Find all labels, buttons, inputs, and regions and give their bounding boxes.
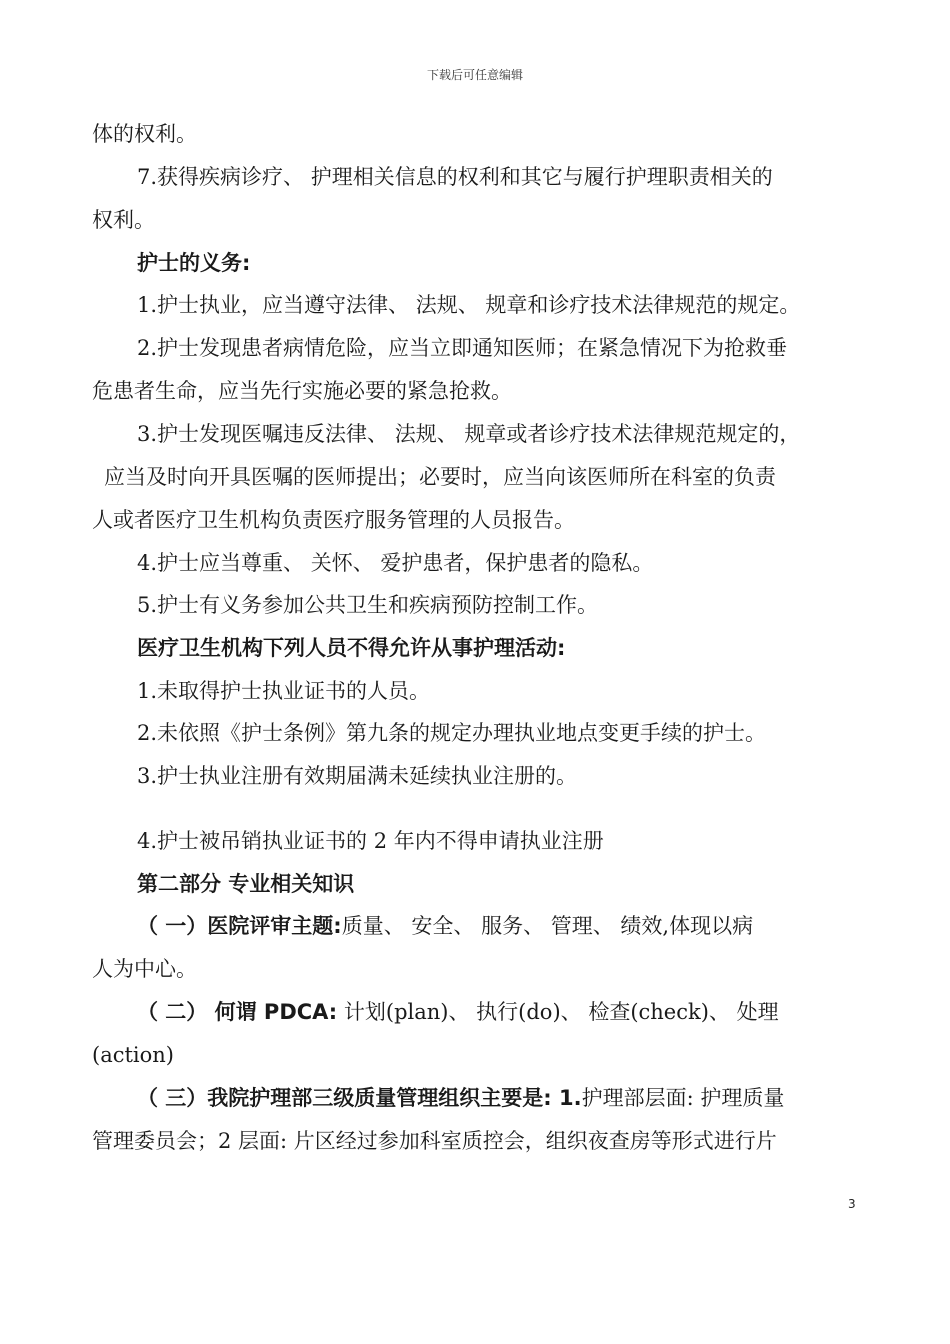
body-text-line: 1.护士执业，应当遵守法律、 法规、 规章和诊疗技术法律规范的规定。 <box>137 293 801 317</box>
body-text-line: 4.护士应当尊重、 关怀、 爱护患者，保护患者的隐私。 <box>137 551 654 575</box>
body-text-line: 3.护士执业注册有效期届满未延续执业注册的。 <box>137 764 578 788</box>
body-text-line <box>137 1084 917 1112</box>
body-text-line: 3.护士发现医嘱违反法律、 法规、 规章或者诊疗技术法律规范规定的， <box>137 422 801 446</box>
body-text-line: (action) <box>92 1043 174 1067</box>
body-text-line: 人为中心。 <box>92 957 197 981</box>
inline-heading: （ 三）我院护理部三级质量管理组织主要是: 1. <box>137 1086 582 1110</box>
body-text-line: 管理委员会；2 层面: 片区经过参加科室质控会，组织夜查房等形式进行片 <box>92 1129 777 1153</box>
section-heading: 医疗卫生机构下列人员不得允许从事护理活动: <box>137 636 566 660</box>
body-text-line: 4.护士被吊销执业证书的 2 年内不得申请执业注册 <box>137 829 604 853</box>
page-number: 3 <box>848 1197 856 1211</box>
body-text-line: 2.护士发现患者病情危险，应当立即通知医师；在紧急情况下为抢救垂 <box>137 336 788 360</box>
inline-text: 护理部层面: 护理质量 <box>581 1086 785 1110</box>
body-text-line: 7.获得疾病诊疗、 护理相关信息的权利和其它与履行护理职责相关的 <box>137 165 773 189</box>
body-text-line: 5.护士有义务参加公共卫生和疾病预防控制工作。 <box>137 593 599 617</box>
inline-text: 计划(plan)、 执行(do)、 检查(check)、 处理 <box>343 1000 779 1024</box>
section-heading: 护士的义务: <box>137 251 251 275</box>
page-header: 下载后可任意编辑 <box>426 68 523 82</box>
body-text-line <box>137 912 917 940</box>
body-text-line: 权利。 <box>92 208 155 232</box>
part-heading: 第二部分 专业相关知识 <box>137 872 355 896</box>
inline-heading: （ 二） 何谓 PDCA: <box>137 1000 338 1024</box>
body-text-line <box>137 998 917 1026</box>
body-text-line: 1.未取得护士执业证书的人员。 <box>137 679 431 703</box>
body-text-line: 体的权利。 <box>92 122 197 146</box>
body-text-line: 人或者医疗卫生机构负责医疗服务管理的人员报告。 <box>92 508 575 532</box>
inline-text: 质量、 安全、 服务、 管理、 绩效,体现以病 <box>341 914 754 938</box>
inline-heading: （ 一）医院评审主题: <box>137 914 342 938</box>
body-text-line: 应当及时向开具医嘱的医师提出；必要时，应当向该医师所在科室的负责 <box>104 465 776 489</box>
body-text-line: 危患者生命，应当先行实施必要的紧急抢救。 <box>92 379 512 403</box>
body-text-line: 2.未依照《护士条例》第九条的规定办理执业地点变更手续的护士。 <box>137 721 767 745</box>
